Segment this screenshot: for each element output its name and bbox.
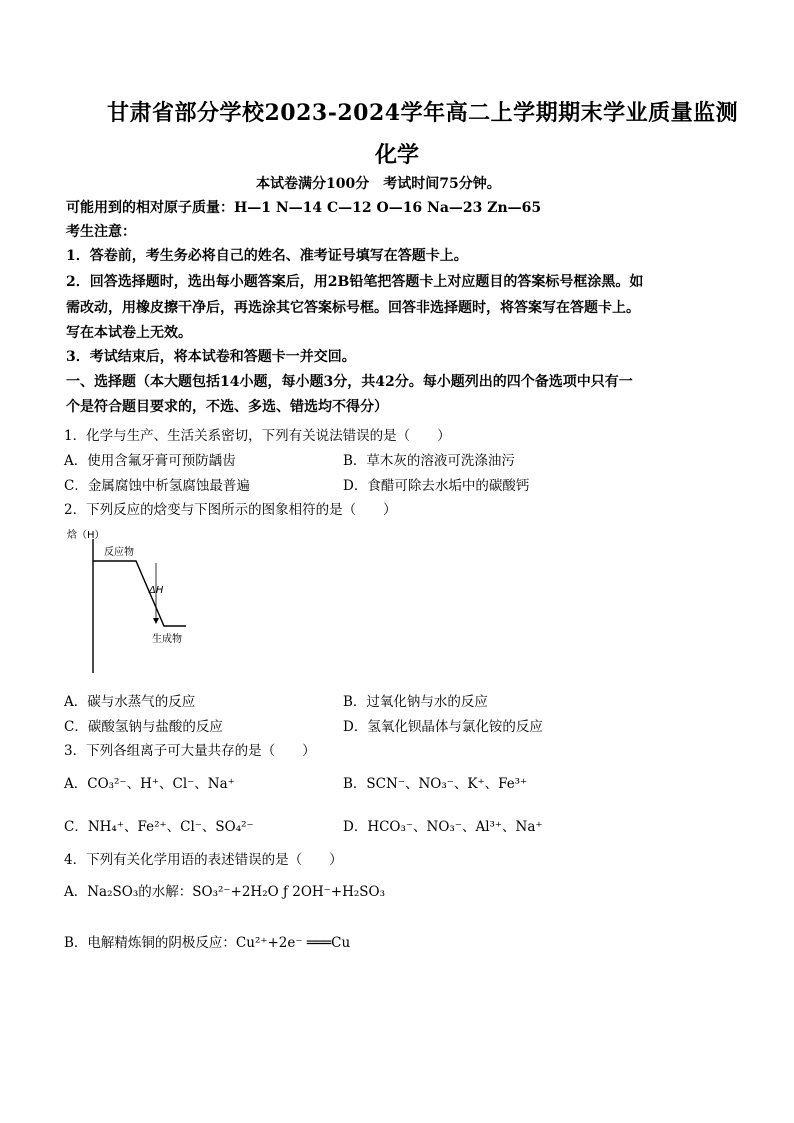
subject-title: 化学 bbox=[375, 142, 420, 168]
ion-list: CO₃²⁻、H⁺、Cl⁻、Na⁺ bbox=[87, 776, 235, 792]
enthalpy-diagram bbox=[66, 525, 206, 675]
section-heading: 个是符合题目要求的，不选、多选、错选均不得分） bbox=[66, 399, 388, 415]
enthalpy-curve bbox=[93, 561, 186, 626]
delta-h-arrowhead bbox=[153, 618, 159, 624]
option-letter: C． bbox=[64, 819, 88, 835]
q1-option-c: C．金属腐蚀中析氢腐蚀最普遍 bbox=[64, 478, 250, 494]
ion-list: SCN⁻、NO₃⁻、K⁺、Fe³⁺ bbox=[366, 776, 528, 792]
note-item: 需改动，用橡皮擦干净后，再选涂其它答案标号框。回答非选择题时，将答案写在答题卡上。 bbox=[66, 300, 640, 316]
note-item: 写在本试卷上无效。 bbox=[66, 325, 192, 341]
q1-option-a: A．使用含氟牙膏可预防龋齿 bbox=[64, 453, 236, 469]
q3-option-a bbox=[64, 772, 235, 792]
q2-option-d: D．氢氧化钡晶体与氯化铵的反应 bbox=[343, 719, 543, 735]
q2-stem: 2．下列反应的焓变与下图所示的图象相符的是（ ） bbox=[64, 502, 397, 518]
section-heading: 一、选择题（本大题包括14小题，每小题3分，共42分。每小题列出的四个备选项中只有一 bbox=[66, 374, 633, 390]
exam-title: 甘肃省部分学校2023-2024学年高二上学期期末学业质量监测 bbox=[107, 100, 739, 126]
ion-list: NH₄⁺、Fe²⁺、Cl⁻、SO₄²⁻ bbox=[87, 819, 254, 835]
atomic-mass-line: 可能用到的相对原子质量：H—1 N—14 C—12 O—16 Na—23 Zn—65 bbox=[66, 200, 542, 216]
notes-heading: 考生注意： bbox=[66, 224, 136, 240]
q2-option-b: B．过氧化钠与水的反应 bbox=[343, 694, 488, 710]
ion-list: HCO₃⁻、NO₃⁻、Al³⁺、Na⁺ bbox=[367, 819, 543, 835]
option-letter: B． bbox=[343, 776, 367, 792]
note-item: 3．考试结束后，将本试卷和答题卡一并交回。 bbox=[66, 349, 356, 365]
reactant-label: 反应物 bbox=[104, 547, 134, 558]
q2-option-a: A．碳与水蒸气的反应 bbox=[64, 694, 196, 710]
q4-option-b bbox=[64, 931, 350, 951]
axis-label: 焓（H） bbox=[67, 530, 105, 541]
exam-info: 本试卷满分100分 考试时间75分钟。 bbox=[256, 176, 501, 192]
option-letter: D． bbox=[343, 819, 368, 835]
option-letter: A． bbox=[64, 776, 88, 792]
q3-option-b bbox=[343, 772, 527, 792]
option-text: B．电解精炼铜的阴极反应： bbox=[64, 935, 236, 951]
q4-option-a bbox=[64, 880, 385, 900]
equation: SO₃²⁻+2H₂O ƒ 2OH⁻+H₂SO₃ bbox=[192, 884, 386, 900]
q1-option-b: B．草木灰的溶液可洗涤油污 bbox=[343, 453, 515, 469]
q3-option-c bbox=[64, 815, 254, 835]
q4-stem: 4．下列有关化学用语的表述错误的是（ ） bbox=[64, 852, 343, 868]
q1-option-d: D．食醋可除去水垢中的碳酸钙 bbox=[343, 478, 530, 494]
q1-stem: 1．化学与生产、生活关系密切，下列有关说法错误的是（ ） bbox=[64, 428, 451, 444]
note-item: 1．答卷前，考生务必将自己的姓名、准考证号填写在答题卡上。 bbox=[66, 248, 468, 264]
product-label: 生成物 bbox=[152, 634, 182, 645]
option-text: A．Na₂SO₃的水解： bbox=[64, 884, 193, 900]
q3-option-d bbox=[343, 815, 543, 835]
equation: Cu²⁺+2e⁻ ═══Cu bbox=[235, 935, 351, 951]
delta-h-label: ΔH bbox=[149, 585, 164, 596]
q2-option-c: C．碳酸氢钠与盐酸的反应 bbox=[64, 719, 223, 735]
q3-stem: 3．下列各组离子可大量共存的是（ ） bbox=[64, 743, 316, 759]
note-item: 2．回答选择题时，选出每小题答案后，用2B铅笔把答题卡上对应题目的答案标号框涂黑。如 bbox=[66, 274, 644, 290]
